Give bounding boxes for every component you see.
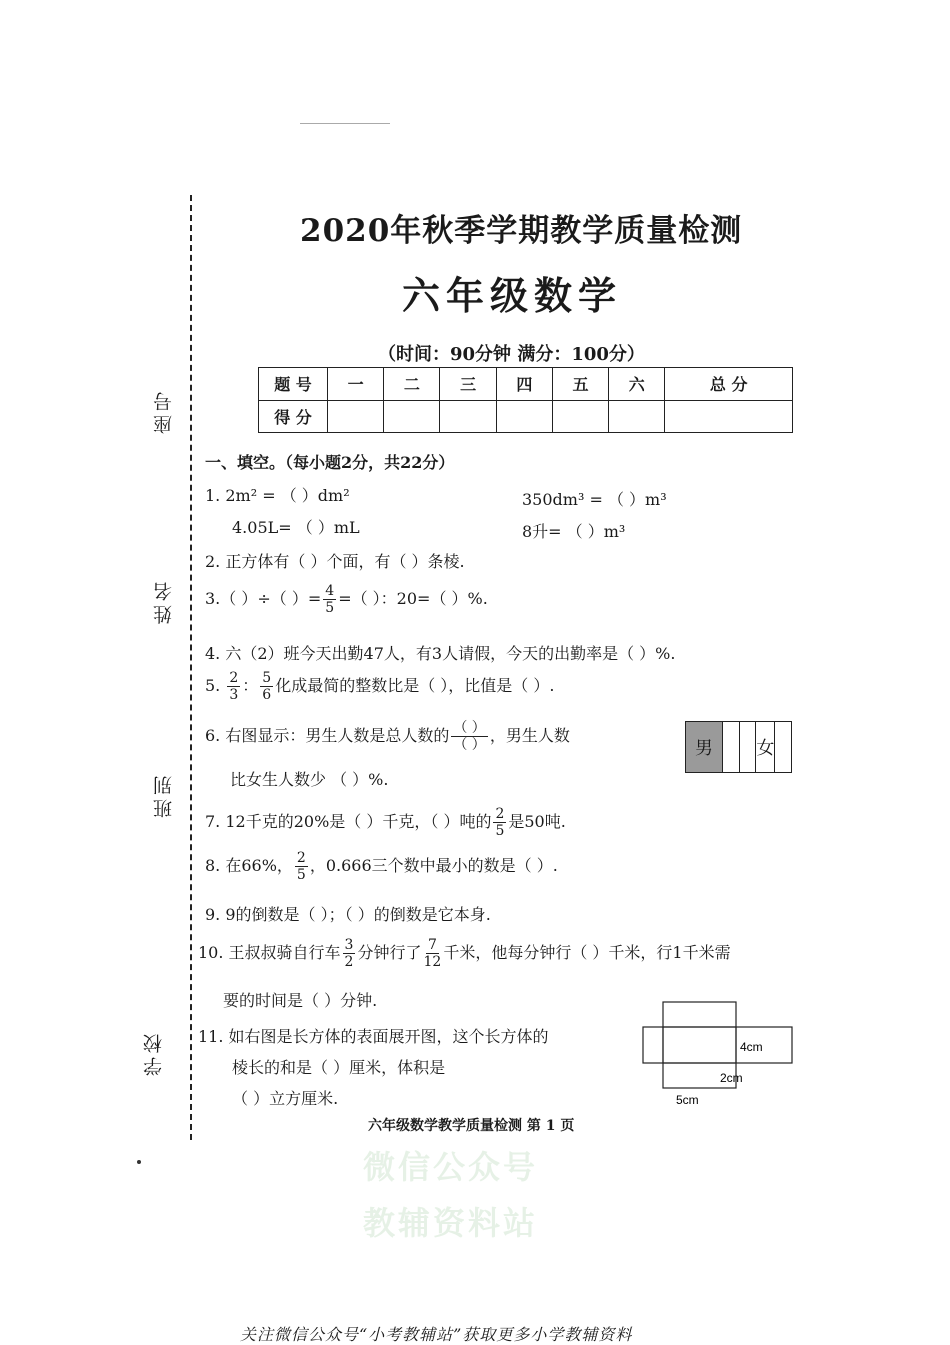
boy-section: 男 (686, 722, 723, 772)
question-11-line3: （ ）立方厘米. (232, 1089, 339, 1108)
score-table (258, 367, 793, 433)
top-divider (300, 123, 390, 124)
time-info: （时间：90分钟 满分：100分） (378, 344, 645, 365)
girl-section: 女 (756, 722, 775, 772)
numerator: 7 (427, 937, 437, 953)
net-label-height: 4cm (740, 1040, 763, 1054)
question-7-post: 是50吨. (508, 812, 566, 831)
question-5-post: 化成最简的整数比是（ ），比值是（ ）. (275, 676, 555, 695)
score-header-cell: 总 分 (665, 368, 793, 401)
question-1a: 1. 2m² = （ ）dm² (205, 486, 350, 505)
question-3-pre: 3.（ ）÷（ ）= (205, 589, 322, 608)
net-face-left (643, 1027, 663, 1063)
bar-segment (723, 722, 740, 772)
denominator: 3 (229, 687, 239, 703)
denominator: 6 (262, 687, 272, 703)
denominator: 2 (344, 954, 354, 970)
bar-segment (775, 722, 791, 772)
question-10 (198, 937, 731, 970)
net-face-top (663, 1002, 736, 1027)
question-10-pre: 10. 王叔叔骑自行车 (198, 943, 341, 962)
school-label: 学校 (143, 1030, 165, 1076)
question-6-pre: 6. 右图显示：男生人数是总人数的 (205, 726, 450, 745)
score-header-cell: 一 (328, 368, 384, 401)
score-cell[interactable] (609, 400, 665, 433)
score-cell[interactable] (552, 400, 608, 433)
numerator: 3 (344, 937, 354, 953)
score-table-score-row (259, 400, 793, 433)
question-5-pre: 5. (205, 676, 221, 695)
class-label: 班别 (153, 772, 175, 818)
question-7-pre: 7. 12千克的20%是（ ）千克，（ ）吨的 (205, 812, 492, 831)
fraction (493, 806, 506, 839)
blank-denominator: （ ） (453, 737, 486, 753)
fraction (227, 670, 240, 703)
score-cell[interactable] (665, 400, 793, 433)
net-label-length: 5cm (676, 1093, 699, 1107)
question-8-post: ，0.666三个数中最小的数是（ ）. (309, 856, 558, 875)
seat-label: 座号 (153, 388, 175, 434)
score-cell[interactable] (328, 400, 384, 433)
watermark-line1: 微信公众号 (363, 1148, 539, 1186)
numerator: 2 (229, 670, 239, 686)
question-8 (205, 850, 558, 883)
denominator: 12 (423, 954, 442, 970)
fraction (295, 850, 308, 883)
question-7 (205, 806, 566, 839)
bottom-note: 关注微信公众号“小考教辅站”获取更多小学教辅资料 (240, 1325, 633, 1344)
gender-bar-diagram (685, 721, 792, 773)
net-face-front (663, 1027, 736, 1063)
section-title: 一、填空。（每小题2分，共22分） (205, 453, 455, 472)
fraction (343, 937, 356, 970)
exam-title: 2020年秋季学期教学质量检测 (300, 213, 743, 249)
question-1d: 8升= （ ）m³ (522, 522, 626, 541)
score-header-cell: 五 (552, 368, 608, 401)
question-1c: 4.05L= （ ）mL (232, 518, 360, 537)
question-6-post: ，男生人数 (489, 726, 570, 745)
blank-fraction (451, 720, 487, 753)
question-11-line1: 11. 如右图是长方体的表面展开图，这个长方体的 (198, 1027, 549, 1046)
fraction (323, 583, 336, 616)
numerator: 4 (325, 583, 335, 599)
score-header-cell: 六 (609, 368, 665, 401)
question-10-mid: 分钟行了 (357, 943, 422, 962)
subject-title: 六年级数学 (402, 273, 623, 318)
name-label: 姓名 (153, 578, 175, 624)
bar-segment (740, 722, 757, 772)
question-4: 4. 六（2）班今天出勤47人，有3人请假，今天的出勤率是（ ）%. (205, 644, 676, 663)
question-10-line2: 要的时间是（ ）分钟. (223, 991, 378, 1010)
score-cell[interactable] (440, 400, 496, 433)
score-header-cell: 题 号 (259, 368, 328, 401)
question-3-post: =（ ）：20=（ ）%. (338, 589, 488, 608)
binding-line (190, 195, 192, 1140)
question-5 (205, 670, 554, 703)
question-8-pre: 8. 在66%， (205, 856, 293, 875)
ratio-colon: ： (242, 676, 259, 695)
score-table-header-row (259, 368, 793, 401)
score-cell[interactable] (496, 400, 552, 433)
question-6-line2: 比女生人数少 （ ）%. (230, 770, 389, 789)
score-header-cell: 三 (440, 368, 496, 401)
question-1b: 350dm³ = （ ）m³ (522, 490, 667, 509)
numerator: 2 (495, 806, 505, 822)
score-header-cell: 二 (384, 368, 440, 401)
score-header-cell: 四 (496, 368, 552, 401)
page-footer: 六年级数学教学质量检测 第 1 页 (368, 1118, 575, 1134)
score-cell[interactable] (384, 400, 440, 433)
net-label-width: 2cm (720, 1071, 743, 1085)
cuboid-net-diagram (640, 1000, 800, 1112)
denominator: 5 (325, 600, 335, 616)
question-10-post: 千米，他每分钟行（ ）千米，行1千米需 (443, 943, 731, 962)
question-6 (205, 720, 570, 753)
numerator: 5 (262, 670, 272, 686)
score-row-label: 得 分 (259, 400, 328, 433)
numerator: 2 (296, 850, 306, 866)
question-11-line2: 棱长的和是（ ）厘米，体积是 (232, 1058, 446, 1077)
question-9: 9. 9的倒数是（ ）；（ ）的倒数是它本身. (205, 905, 491, 924)
denominator: 5 (495, 823, 505, 839)
question-2: 2. 正方体有（ ）个面，有（ ）条棱. (205, 552, 465, 571)
watermark-line2: 教辅资料站 (363, 1204, 539, 1242)
denominator: 5 (296, 867, 306, 883)
fraction (423, 937, 441, 970)
blank-numerator: （ ） (453, 720, 486, 736)
stray-dot (137, 1160, 141, 1164)
fraction (260, 670, 273, 703)
question-3 (205, 583, 488, 616)
